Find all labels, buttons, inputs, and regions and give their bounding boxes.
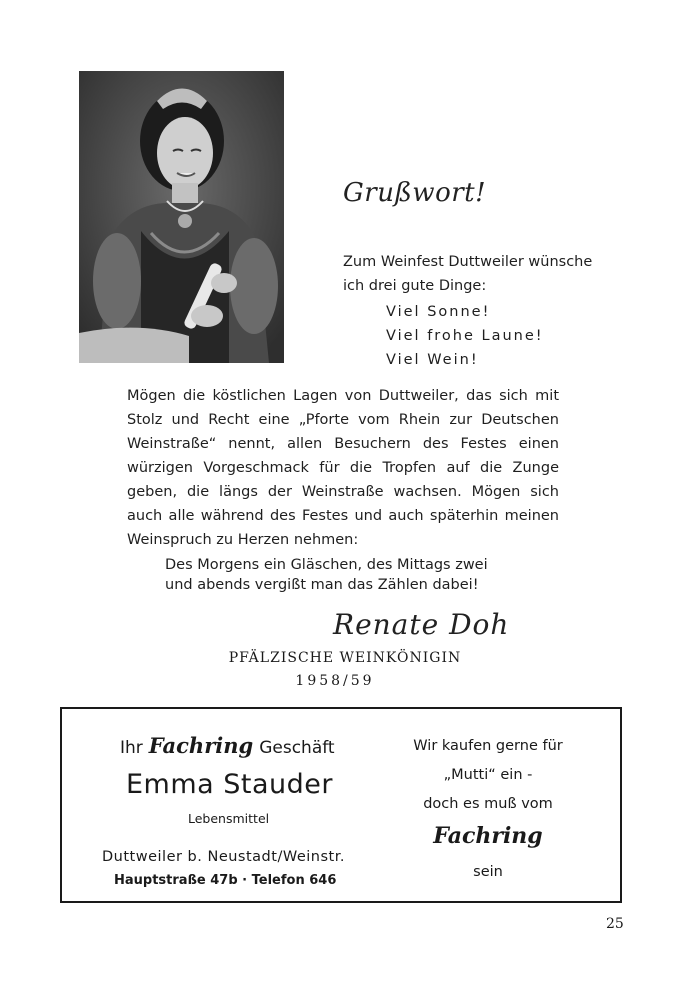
ad-slogan-line: Wir kaufen gerne für	[413, 738, 563, 754]
wish-sun: Viel Sonne!	[386, 304, 491, 320]
brand-logo: Fachring	[148, 733, 254, 758]
main-paragraph	[127, 384, 559, 552]
greeting-title: Grußwort!	[343, 178, 487, 208]
intro-line: ich drei gute Dinge:	[343, 278, 487, 294]
paragraph-line: würzigen Vorgeschmack für die Tropfen auf die Zunge	[127, 460, 559, 476]
ad-slogan-line: doch es muß vom	[423, 796, 553, 812]
queen-year: 1958/59	[295, 673, 375, 689]
paragraph-line: Mögen die köstlichen Lagen von Duttweiler, das sich mit	[127, 388, 559, 404]
wish-mood: Viel frohe Laune!	[386, 328, 544, 344]
brand-logo: Fachring	[433, 823, 543, 849]
ad-headline-prefix: Ihr	[120, 738, 143, 758]
paragraph-line: auch alle während des Festes und auch späterhin meinen	[127, 508, 559, 524]
paragraph-line: geben, die längs der Weinstraße wachsen. Mögen sich	[127, 484, 559, 500]
ad-headline-suffix: Geschäft	[259, 738, 335, 758]
shop-address: Duttweiler b. Neustadt/Weinstr.	[102, 849, 345, 865]
shop-street-phone: Hauptstraße 47b · Telefon 646	[114, 873, 337, 888]
portrait-photo	[79, 71, 284, 363]
shop-category: Lebensmittel	[188, 811, 270, 826]
wine-saying	[165, 555, 488, 595]
saying-line: Des Morgens ein Gläschen, des Mittags zwei	[165, 557, 488, 573]
wish-wine: Viel Wein!	[386, 352, 479, 368]
paragraph-line: Stolz und Recht eine „Pforte vom Rhein zur Deutschen	[127, 412, 559, 428]
signature: Renate Doh	[333, 608, 510, 641]
paragraph-line: Weinstraße“ nennt, allen Besuchern des Festes einen	[127, 436, 559, 452]
paragraph-line: Weinspruch zu Herzen nehmen:	[127, 532, 359, 548]
saying-line: und abends vergißt man das Zählen dabei!	[165, 577, 479, 593]
ad-slogan-line: „Mutti“ ein -	[443, 767, 533, 783]
ad-headline	[120, 733, 335, 758]
shop-name: Emma Stauder	[126, 769, 334, 800]
ad-slogan-line: sein	[473, 864, 503, 880]
queen-title: PFÄLZISCHE WEINKÖNIGIN	[228, 650, 462, 666]
intro-line: Zum Weinfest Duttweiler wünsche	[343, 254, 593, 270]
page-number: 25	[606, 916, 624, 932]
advertisement-box	[60, 707, 622, 903]
